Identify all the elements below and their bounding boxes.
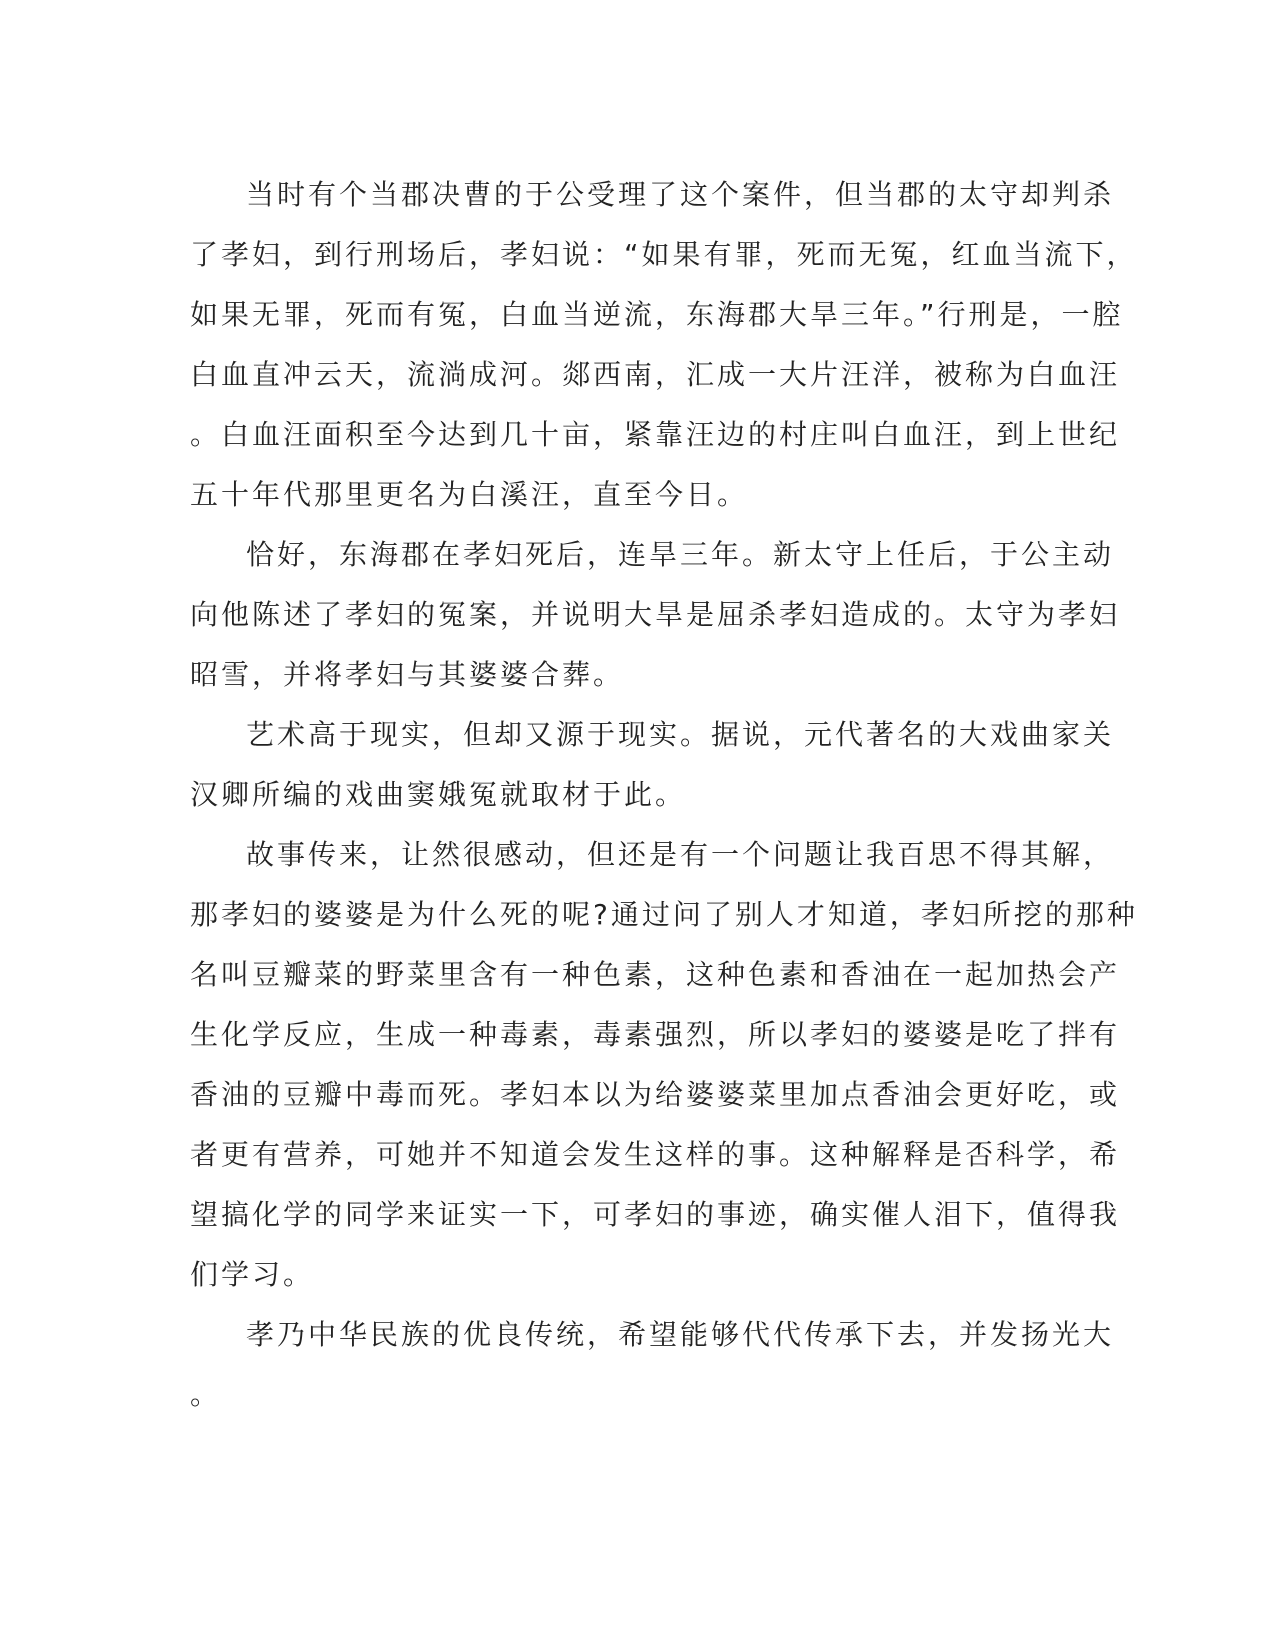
text-line: 恰好，东海郡在孝妇死后，连旱三年。新太守上任后，于公主动 <box>246 538 1115 571</box>
text-line: 。白血汪面积至今达到几十亩，紧靠汪边的村庄叫白血汪，到上世纪 <box>190 418 1121 451</box>
text-line: 昭雪，并将孝妇与其婆婆合葬。 <box>190 658 625 691</box>
paragraph-1 <box>190 165 1138 525</box>
text-line: 五十年代那里更名为白溪汪，直至今日。 <box>190 478 749 511</box>
text-line: 当时有个当郡决曹的于公受理了这个案件，但当郡的太守却判杀 <box>246 178 1115 211</box>
text-line: 们学习。 <box>190 1258 315 1291</box>
text-line: 名叫豆瓣菜的野菜里含有一种色素，这种色素和香油在一起加热会产 <box>190 958 1121 991</box>
text-line: 白血直冲云天，流淌成河。郯西南，汇成一大片汪洋，被称为白血汪 <box>190 358 1121 391</box>
text-line: 向他陈述了孝妇的冤案，并说明大旱是屈杀孝妇造成的。太守为孝妇 <box>190 598 1121 631</box>
text-line: 了孝妇，到行刑场后，孝妇说：“如果有罪，死而无冤，红血当流下， <box>190 238 1138 271</box>
paragraph-4 <box>190 825 1138 1305</box>
text-line: 那孝妇的婆婆是为什么死的呢?通过问了别人才知道，孝妇所挖的那种 <box>190 898 1138 931</box>
paragraph-2 <box>190 525 1121 705</box>
paragraph-3 <box>190 705 1115 825</box>
text-line: 望搞化学的同学来证实一下，可孝妇的事迹，确实催人泪下，值得我 <box>190 1198 1121 1231</box>
text-line: 。 <box>190 1378 222 1411</box>
text-line: 汉卿所编的戏曲窦娥冤就取材于此。 <box>190 778 687 811</box>
text-line: 如果无罪，死而有冤，白血当逆流，东海郡大旱三年。”行刑是，一腔 <box>190 298 1124 331</box>
paragraph-5 <box>190 1305 1115 1425</box>
text-line: 故事传来，让然很感动，但还是有一个问题让我百思不得其解， <box>246 838 1115 871</box>
text-line: 艺术高于现实，但却又源于现实。据说，元代著名的大戏曲家关 <box>246 718 1115 751</box>
text-line: 孝乃中华民族的优良传统，希望能够代代传承下去，并发扬光大 <box>246 1318 1115 1351</box>
text-line: 者更有营养，可她并不知道会发生这样的事。这种解释是否科学，希 <box>190 1138 1121 1171</box>
body-text <box>190 165 1138 1425</box>
text-line: 香油的豆瓣中毒而死。孝妇本以为给婆婆菜里加点香油会更好吃，或 <box>190 1078 1121 1111</box>
text-line: 生化学反应，生成一种毒素，毒素强烈，所以孝妇的婆婆是吃了拌有 <box>190 1018 1121 1051</box>
